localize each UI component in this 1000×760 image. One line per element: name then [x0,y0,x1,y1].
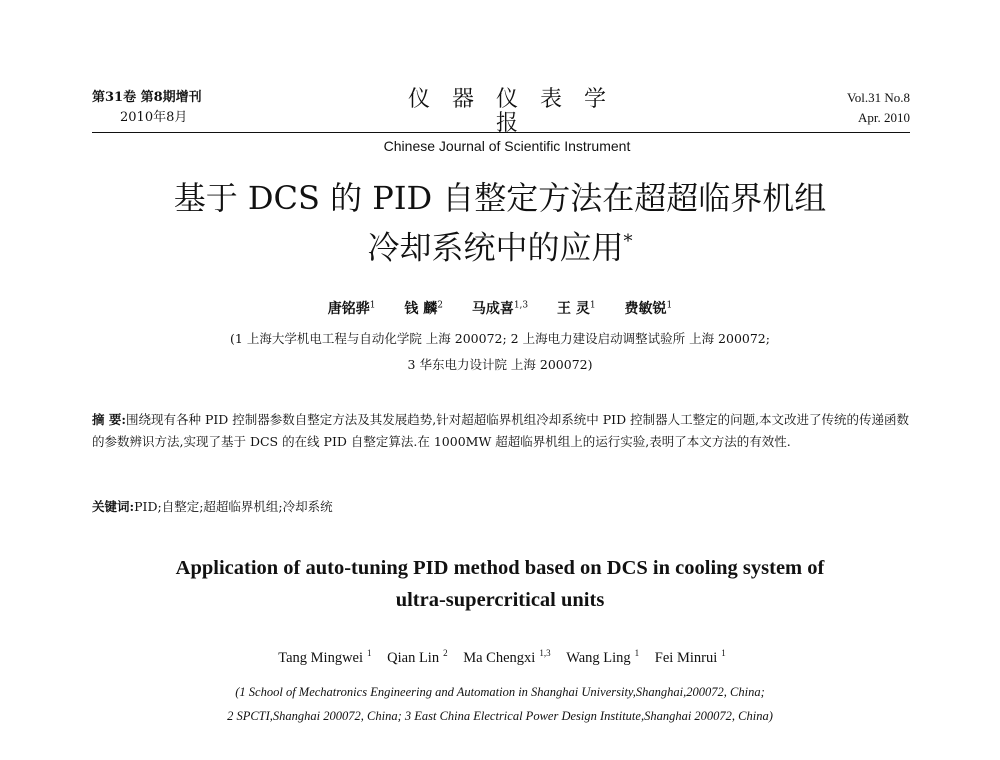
journal-name-en: Chinese Journal of Scientific Instrument [383,138,631,154]
author-cn [328,301,376,317]
keywords-cn [92,497,912,517]
author-en-name: Tang Mingwei [278,649,364,666]
author-cn-affil: 1,3 [513,300,529,311]
volume-number-en: Vol.31 No.8 [847,90,910,105]
author-cn [404,301,443,317]
author-cn-affil: 1 [589,300,596,311]
author-cn-affil: 1 [369,300,376,311]
author-en [562,650,639,666]
author-cn [557,301,596,317]
author-cn-name: 王 灵 [557,301,590,317]
abstract-cn [92,409,912,453]
journal-name [372,88,642,156]
author-en-name: Qian Lin [387,649,440,666]
title-en-line1: Application of auto-tuning PID method based on DCS in cooling system of [175,557,825,579]
title-footnote-mark: * [623,231,633,252]
author-en [383,650,447,666]
date-en: Apr. 2010 [858,110,910,125]
author-cn [625,301,673,317]
issue-date: 2010年8月 [120,110,188,125]
affiliation-en-line1: (1 School of Mechatronics Engineering and Automation in Shanghai University,Shanghai,200072, China; [235,685,765,699]
journal-header [92,87,910,154]
abstract-text: 围绕现有各种 PID 控制器参数自整定方法及其发展趋势,针对超超临界机组冷却系统中 PID 控制器人工整定的问题,本文改进了传统的传递函数的参数辨识方法,实现了基于 DCS 的在线 PID 自整定算法.在 1000MW 超超临界机组上的运行实验,表明了本文方法的有效性. [92,412,910,449]
paper-title-en [0,552,1000,616]
header-rule [92,132,910,133]
title-cn-line2: 冷却系统中的应用 [367,228,624,267]
author-cn-name: 唐铭骅 [327,301,370,317]
author-en-name: Fei Minrui [654,649,718,666]
author-en-affil: 1,3 [539,648,551,658]
author-cn-affil: 2 [437,300,443,311]
issue-info [92,88,202,128]
author-en [274,650,371,666]
keywords-label: 关键词: [92,499,135,514]
volume-info-en [847,88,910,128]
title-en-line2: ultra-supercritical units [395,589,605,611]
title-cn-line2-wrap [0,220,1000,270]
author-en-affil: 1 [367,648,372,658]
author-en-affil: 1 [721,648,726,658]
author-en-affil: 1 [634,648,640,658]
affiliation-en-line2: 2 SPCTI,Shanghai 200072, China; 3 East China Electrical Power Design Institute,Shanghai 200072, China) [227,709,773,723]
paper-title-cn [0,176,1000,270]
affiliation-cn-line1: (1 上海大学机电工程与自动化学院 上海 200072; 2 上海电力建设启动调整试验所 上海 200072; [230,331,770,346]
affiliations-en [0,680,1000,728]
author-cn-name: 钱 麟 [404,301,438,317]
author-en-name: Ma Chengxi [463,649,536,666]
authors-en [0,648,1000,667]
author-en-name: Wang Ling [566,649,631,666]
author-en [459,650,550,666]
author-cn-affil: 1 [666,300,673,311]
abstract-label: 摘 要: [92,412,126,427]
author-cn-name: 费敏锐 [624,301,667,317]
author-en [651,650,726,666]
volume-issue: 第31卷 第8期增刊 [92,90,202,105]
author-cn [472,301,528,317]
author-cn-name: 马成喜 [471,301,514,317]
journal-name-cn: 仪器仪表学报 [407,87,628,136]
affiliation-cn-line2: 3 华东电力设计院 上海 200072) [407,357,593,372]
author-en-affil: 2 [443,648,448,658]
title-cn-line1: 基于 DCS 的 PID 自整定方法在超超临界机组 [173,179,827,217]
authors-cn [0,298,1000,318]
affiliations-cn [0,326,1000,378]
keywords-text: PID;自整定;超超临界机组;冷却系统 [134,499,333,514]
